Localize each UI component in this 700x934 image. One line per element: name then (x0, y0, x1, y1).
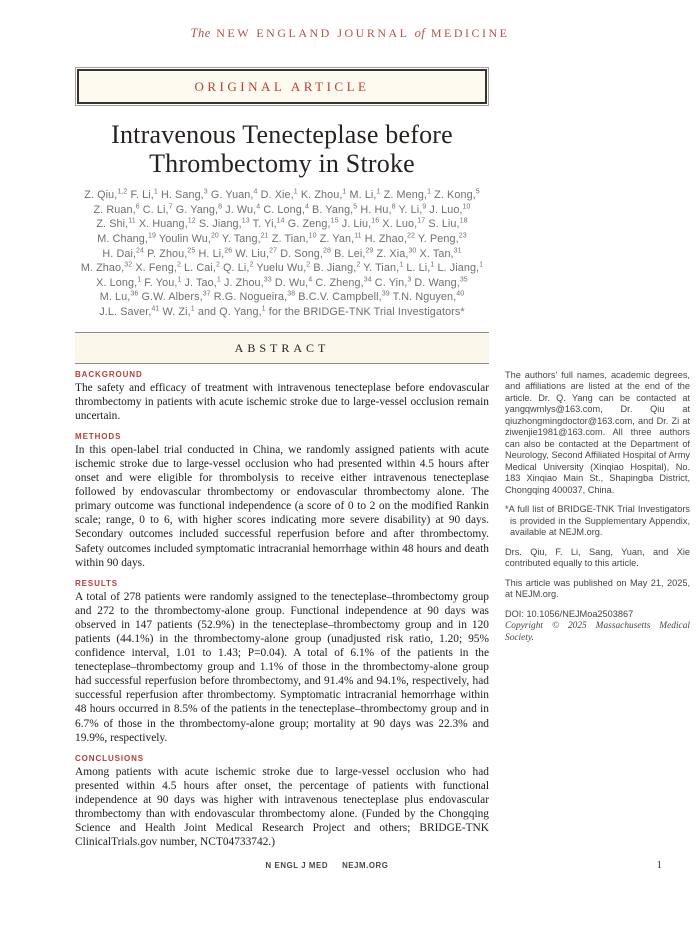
original-article-box (75, 67, 489, 106)
footer-site-url: NEJM.ORG (342, 861, 389, 870)
sidebar-publication-date-note: This article was published on May 21, 2025, at NEJM.org. (505, 577, 690, 600)
masthead-segment2: MEDICINE (430, 26, 510, 40)
footer-journal-name: N ENGL J MED (265, 861, 329, 870)
page-footer (0, 861, 700, 870)
abstract-heading (75, 332, 489, 364)
author-line: Z. Ruan,$^6$ C. Li,$^7$ G. Yang,$^8$ J. Wu,$^4$ C. Long,$^4$ B. Yang,$^5$ H. Hu,$^8$ Y. Li,$^9$ J. Luo,$^{10}$ (93, 203, 471, 216)
author-line: M. Zhao,$^{32}$ X. Feng,$^2$ L. Cai,$^2$ Q. Li,$^2$ Yuelu Wu,$^2$ B. Jiang,$^2$ Y. Tian,$^1$ L. Li,$^1$ L. Jiang,$^1$ (80, 261, 484, 275)
sidebar-copyright: Copyright © 2025 Massachusetts Medical Society. (505, 621, 690, 643)
abstract-body-column (75, 370, 489, 859)
masthead-segment1: NEW ENGLAND JOURNAL (216, 26, 410, 40)
author-list (55, 188, 509, 319)
section-methods-text: In this open-label trial conducted in China, we randomly assigned patients with acute ischemic stroke due to large-vessel occlusion who had presented within 4.5 hours after onset and were eligible for thrombolysis to receive either intravenous tenecteplase followed by endovascular thrombectomy or endovascular thrombectomy alone. The primary outcome was functional independence (a score of 0 to 2 on the modified Rankin scale; range, 0 to 6, with higher scores indicating more severe disability) at 90 days. Secondary outcomes included successful reperfusion before and after thrombectomy. Safety outcomes included symptomatic intracranial hemorrhage within 48 hours and death within 90 days. (75, 443, 489, 569)
masthead-the: The (190, 26, 211, 40)
abstract-heading-label: ABSTRACT (234, 340, 330, 355)
article-title (75, 120, 489, 178)
section-conclusions-label: CONCLUSIONS (75, 753, 145, 763)
author-line: J.L. Saver,$^{41}$ W. Zi,$^1$ and Q. Yang,$^1$ for the BRIDGE-TNK Trial Investigators* (99, 305, 465, 318)
section-results-label: RESULTS (75, 578, 119, 588)
section-results (75, 579, 489, 745)
section-background-text: The safety and efficacy of treatment with intravenous tenecteplase before endovascular thrombectomy in patients with acute ischemic stroke due to large-vessel occlusion remain uncertain. (75, 381, 489, 422)
original-article-label: ORIGINAL ARTICLE (77, 69, 487, 104)
author-line: M. Lu,$^{36}$ G.W. Albers,$^{37}$ R.G. Nogueira,$^{38}$ B.C.V. Campbell,$^{39}$ T.N. Nguyen,$^{40}$ (99, 290, 465, 304)
abstract-content (75, 370, 690, 859)
section-background (75, 370, 489, 423)
section-results-text: A total of 278 patients were randomly assigned to the tenecteplase–thrombectomy group and 272 to the thrombectomy-alone group. Functional independence at 90 days was observed in 147 patients (52.9%) in the tenecteplase–thrombectomy group and in 120 patients (44.1%) in the thrombectomy-alone group (unadjusted risk ratio, 1.20; 95% confidence interval, 1.01 to 1.43; P=0.04). A total of 6.1% of the patients in the tenecteplase–thrombectomy group and 1.1% of those in the thrombectomy-alone group had successful reperfusion before thrombectomy, and 91.4% and 94.1%, respectively, had successful reperfusion after thrombectomy. Symptomatic intracranial hemorrhage within 48 hours occurred in 8.5% of the patients in the tenecteplase–thrombectomy group and in 6.7% of those in the thrombectomy-alone group; mortality at 90 days was 22.3% and 19.9%, respectively. (75, 590, 489, 744)
author-line: M. Chang,$^{19}$ Youlin Wu,$^{20}$ Y. Tang,$^{21}$ Z. Tian,$^{10}$ Z. Yan,$^{11}$ H. Zhao,$^{22}$ Y. Peng,$^{23}$ (97, 232, 467, 245)
sidebar-equal-contribution-note: Drs. Qiu, F. Li, Sang, Yuan, and Xie contributed equally to this article. (505, 546, 690, 569)
sidebar-doi: DOI: 10.1056/NEJMoa2503867 (505, 608, 634, 619)
section-methods-label: METHODS (75, 431, 122, 441)
masthead-of: of (414, 26, 426, 40)
sidebar-investigators-note: *A full list of BRIDGE-TNK Trial Investigators is provided in the Supplementary Appendix, available at NEJM.org. (505, 504, 690, 538)
journal-masthead (0, 0, 700, 41)
section-conclusions-text: Among patients with acute ischemic stroke due to large-vessel occlusion who had presented within 4.5 hours after onset, the percentage of patients with functional independence at 90 days was higher with intravenous tenecteplase plus endovascular thrombectomy than with endovascular thrombectomy alone. (Funded by the Chongqing Science and Health Joint Medical Research Project and others; BRIDGE-TNK ClinicalTrials.gov number, NCT04733742.) (75, 765, 489, 849)
sidebar-affiliations-note: The authors' full names, academic degrees, and affiliations are listed at the end of the article. Dr. Q. Yang can be contacted at yangqwmlys@163.com, Dr. Qiu at qiuzhongmingdoctor@163.com, and Dr. Zi at ziwenjie1981@163.com. All three authors can also be contacted at the Department of Neurology, Second Affiliated Hospital of Army Medical University (Xinqiao Hospital), No. 183 Xinqiao Main St., Shapingba District, Chongqing 400037, China. (505, 369, 690, 495)
author-line: H. Dai,$^{24}$ P. Zhou,$^{25}$ H. Li,$^{26}$ W. Liu,$^{27}$ D. Song,$^{28}$ B. Lei,$^{29}$ Z. Xia,$^{30}$ X. Tan,$^{31}$ (102, 247, 462, 260)
correspondence-sidebar (505, 370, 690, 653)
article-title-line1: Intravenous Tenecteplase before (111, 120, 453, 149)
footer-journal-line (0, 861, 654, 870)
article-title-line2: Thrombectomy in Stroke (149, 149, 415, 179)
author-line: X. Long,$^1$ F. You,$^1$ J. Tao,$^1$ J. Zhou,$^{33}$ D. Wu,$^4$ C. Zheng,$^{34}$ C. Yin,$^3$ D. Wang,$^{35}$ (96, 276, 468, 289)
author-line: Z. Shi,$^{11}$ X. Huang,$^{12}$ S. Jiang,$^{13}$ T. Yi,$^{14}$ G. Zeng,$^{15}$ J. Liu,$^{16}$ X. Luo,$^{17}$ S. Liu,$^{18}$ (96, 217, 468, 231)
page-number: 1 (656, 859, 662, 871)
section-conclusions (75, 754, 489, 850)
section-background-label: BACKGROUND (75, 369, 143, 379)
section-methods (75, 432, 489, 570)
author-line: Z. Qiu,$^{1,2}$ F. Li,$^1$ H. Sang,$^3$ G. Yuan,$^4$ D. Xie,$^1$ K. Zhou,$^1$ M. Li,$^1$ Z. Meng,$^1$ Z. Kong,$^5$ (84, 188, 480, 202)
